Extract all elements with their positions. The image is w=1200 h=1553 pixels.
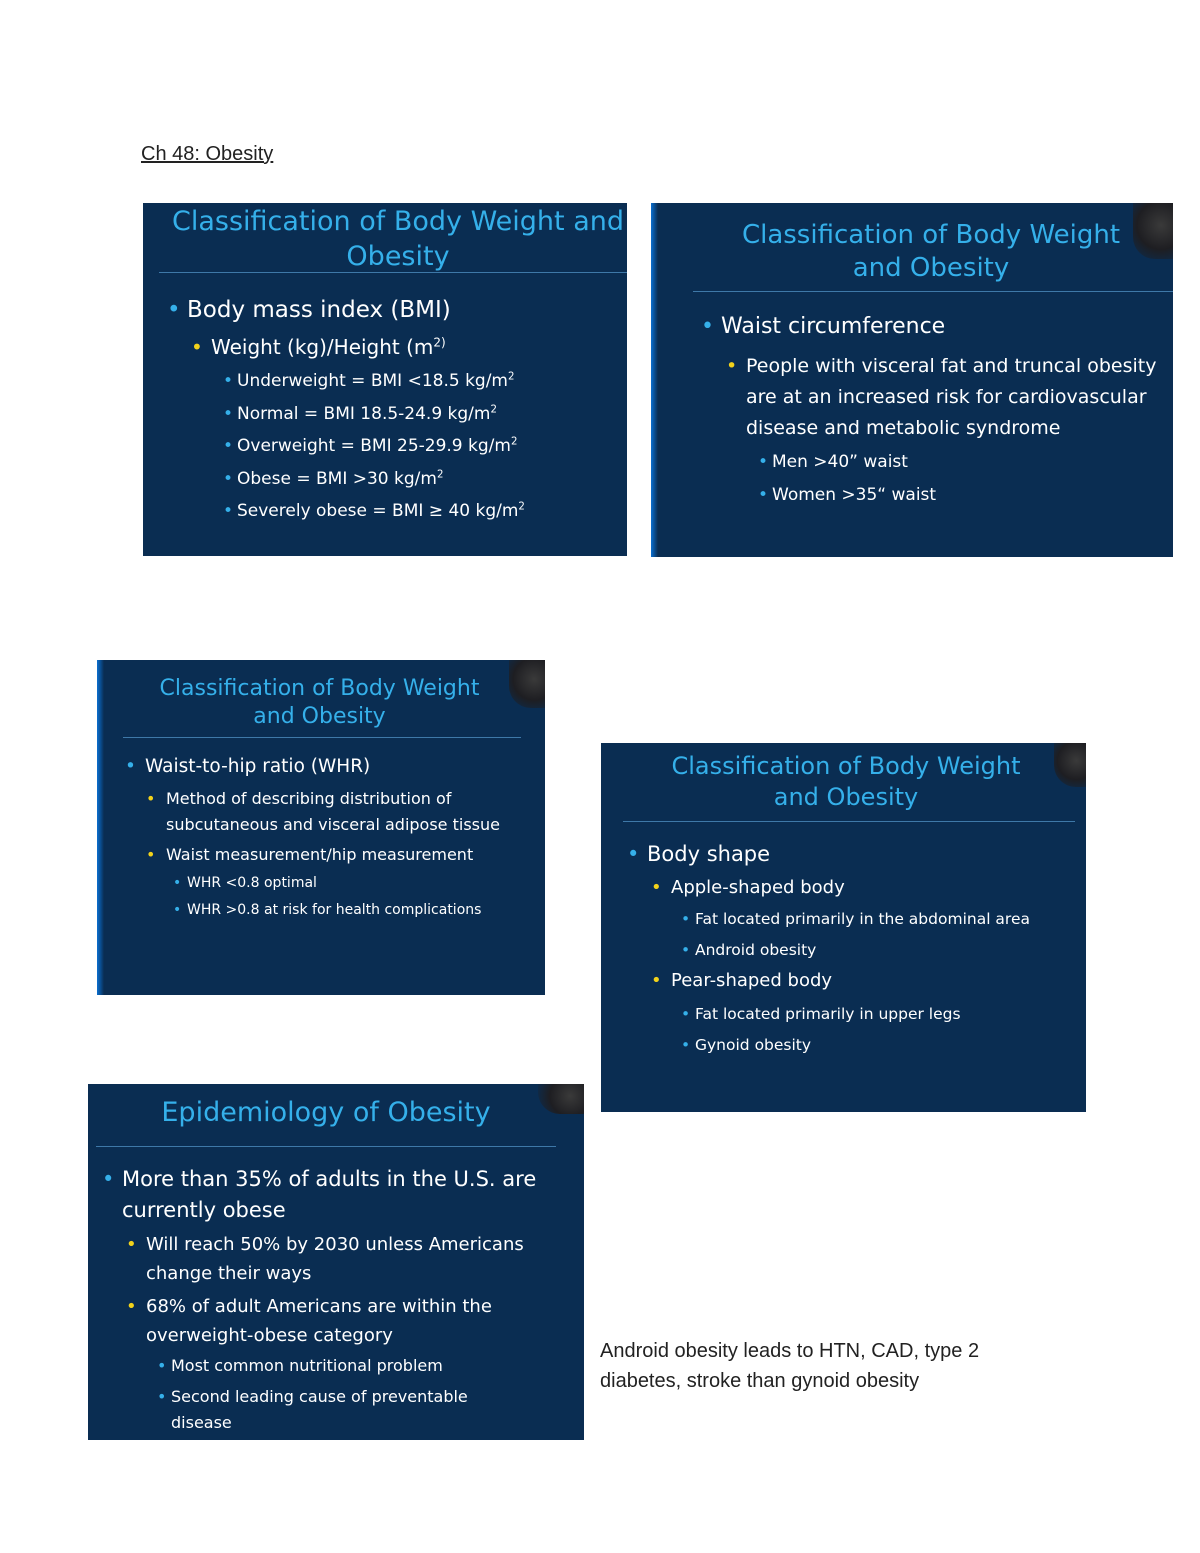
slide-bmi-classification	[143, 203, 627, 556]
bullet-text: Android obesity	[695, 941, 817, 959]
bullet-list	[647, 839, 1077, 1061]
bullet-level-3	[171, 1384, 531, 1436]
bullet-text: Waist circumference	[721, 314, 946, 339]
bullet-level-3	[695, 937, 1077, 963]
slide-edge-glow	[97, 660, 104, 995]
slide-title-line-1: Classification of Body Weight	[741, 220, 1121, 250]
bullet-level-2	[671, 967, 1077, 995]
bullet-level-2	[746, 351, 1166, 444]
slide-title-line-1: Epidemiology of Obesity	[161, 1097, 491, 1128]
slide-body-shape	[601, 743, 1086, 1112]
bullet-level-1	[122, 1164, 574, 1226]
bullet-level-1	[145, 754, 535, 780]
bullet-level-1	[187, 295, 617, 325]
slide-waist-circumference	[651, 203, 1173, 557]
title-rule	[623, 821, 1075, 822]
title-rule	[693, 291, 1173, 292]
bullet-list	[145, 754, 535, 924]
superscript: 2	[508, 371, 515, 383]
bullet-text: WHR >0.8 at risk for health complications	[187, 901, 482, 918]
bullet-level-3	[772, 446, 1166, 479]
bullet-text: People with visceral fat and truncal obesity are at an increased risk for cardiovascular disease and metabolic syndrome	[746, 355, 1157, 439]
bullet-list	[721, 311, 1166, 512]
bullet-text: Women >35“ waist	[772, 485, 937, 505]
bullet-level-3	[695, 1030, 1077, 1061]
bullet-level-3	[187, 897, 535, 924]
superscript: 2	[510, 436, 518, 448]
bullet-text: Apple-shaped body	[671, 877, 845, 898]
bullet-level-3	[237, 365, 617, 398]
superscript: 2	[436, 468, 444, 480]
bullet-text: Severely obese = BMI ≥ 40 kg/m	[237, 501, 519, 521]
slide-title-line-2: Obesity	[346, 240, 450, 272]
document-title: Ch 48: Obesity	[141, 143, 274, 165]
bullet-level-2	[166, 786, 511, 837]
bullet-text: WHR <0.8 optimal	[187, 874, 317, 891]
slide-title-line-1: Classification of Body Weight	[671, 752, 1021, 780]
bullet-text: Underweight = BMI <18.5 kg/m	[237, 371, 508, 391]
bullet-level-3	[695, 999, 1077, 1030]
slide-title	[137, 675, 502, 731]
slide-title-line-2: and Obesity	[773, 782, 919, 811]
slide-title-line-1: Classification of Body Weight	[159, 676, 480, 701]
bullet-level-3	[237, 495, 617, 528]
bullet-text: Gynoid obesity	[695, 1036, 812, 1054]
slide-title-line-2: and Obesity	[852, 253, 1010, 284]
bullet-text: Second leading cause of preventable disease	[171, 1387, 468, 1432]
bullet-level-3	[187, 870, 535, 897]
bullet-text: Fat located primarily in upper legs	[695, 1005, 961, 1023]
presenter-thumbnail	[538, 1084, 584, 1114]
bullet-level-1	[721, 311, 1166, 343]
bullet-text: Most common nutritional problem	[171, 1356, 443, 1375]
bullet-list	[187, 295, 617, 528]
slide-waist-to-hip-ratio	[97, 660, 545, 995]
bullet-text: Overweight = BMI 25-29.9 kg/m	[237, 436, 511, 456]
bullet-text: Normal = BMI 18.5-24.9 kg/m	[237, 403, 491, 424]
bullet-text: Waist-to-hip ratio (WHR)	[145, 756, 371, 777]
bullet-level-3	[237, 430, 617, 463]
slide-title	[143, 205, 627, 274]
bullet-text: 68% of adult Americans are within the overweight-obese category	[146, 1296, 492, 1346]
superscript: 2	[518, 501, 525, 513]
bullet-level-2	[671, 874, 1077, 902]
slide-title-line-1: Classification of Body Weight and	[171, 206, 625, 237]
title-rule	[159, 272, 627, 273]
slide-epidemiology	[88, 1084, 584, 1440]
bullet-text: Weight (kg)/Height (m	[211, 335, 434, 359]
bullet-level-2	[211, 333, 617, 361]
bullet-text: Pear-shaped body	[671, 970, 833, 991]
bullet-text: Method of describing distribution of subcutaneous and visceral adipose tissue	[166, 789, 500, 834]
slide-title	[631, 751, 1061, 812]
bullet-level-1	[647, 839, 1077, 869]
title-rule	[96, 1146, 556, 1147]
bullet-level-3	[237, 398, 617, 431]
slide-title	[701, 219, 1161, 286]
bullet-text: Obese = BMI >30 kg/m	[237, 468, 437, 489]
superscript: 2)	[433, 335, 446, 350]
bullet-text: Fat located primarily in the abdominal area	[695, 910, 1030, 928]
bullet-level-2	[166, 842, 535, 868]
bullet-text: Will reach 50% by 2030 unless Americans change their ways	[146, 1234, 524, 1284]
bullet-level-2	[146, 1292, 566, 1350]
slide-title	[108, 1096, 544, 1131]
bullet-list	[122, 1164, 574, 1436]
bullet-text: More than 35% of adults in the U.S. are currently obese	[122, 1167, 537, 1222]
handwritten-note: Android obesity leads to HTN, CAD, type 2 diabetes, stroke than gynoid obesity	[600, 1340, 980, 1392]
superscript: 2	[490, 403, 497, 415]
bullet-text: Body shape	[647, 842, 771, 866]
bullet-text: Body mass index (BMI)	[187, 297, 451, 323]
bullet-level-3	[237, 463, 617, 496]
presenter-thumbnail	[509, 660, 545, 708]
slide-edge-glow	[651, 203, 658, 557]
bullet-level-3	[772, 479, 1166, 512]
bullet-text: Waist measurement/hip measurement	[166, 845, 474, 864]
bullet-text: Men >40” waist	[772, 452, 908, 472]
bullet-level-3	[171, 1353, 574, 1379]
bullet-level-2	[146, 1230, 566, 1288]
bullet-level-3	[695, 906, 1065, 932]
title-rule	[123, 737, 521, 738]
slide-title-line-2: and Obesity	[253, 704, 386, 730]
